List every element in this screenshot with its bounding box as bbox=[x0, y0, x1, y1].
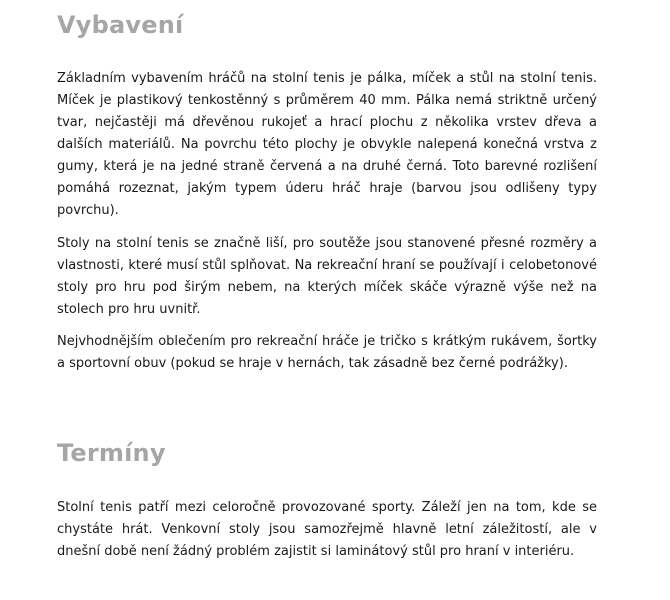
paragraph-tables: Stoly na stolní tenis se značně liší, pro soutěže jsou stanovené přesné rozměry a vlastnosti, které musí stůl splňovat. Na rekreační hraní se používají i celobetonové stoly pro hru pod širým nebem, na kterých míček skáče výrazně výše než na stolech pro hru uvnitř. bbox=[57, 236, 597, 317]
section-title-terminy: Termíny bbox=[57, 439, 166, 467]
paragraph-equipment-basics: Základním vybavením hráčů na stolní tenis je pálka, míček a stůl na stolní tenis. Míček je plastikový tenkostěnný s průměrem 40 mm. Pálka nemá striktně určený tvar, nejčastěji má dřevěnou rukojeť a hrací plochu z několika vrstev dřeva a dalších materiálů. Na povrchu této plochy je obvykle nalepená konečná vrstva z gumy, která je na jedné straně červená a na druhé černá. Toto barevné rozlišení pomáhá rozeznat, jakým typem úderu hráč hraje (barvou jsou odlišeny typy povrchu). bbox=[57, 71, 597, 218]
paragraph-clothing: Nejvhodnějším oblečením pro rekreační hráče je tričko s krátkým rukávem, šortky a sportovní obuv (pokud se hraje v hernách, tak zásadně bez černé podrážky). bbox=[57, 334, 597, 371]
section-title-vybaveni: Vybavení bbox=[57, 11, 184, 39]
paragraph-seasons: Stolní tenis patří mezi celoročně provozované sporty. Záleží jen na tom, kde se chystáte hrát. Venkovní stoly jsou samozřejmě hlavně letní záležitostí, ale v dnešní době není žádný problém zajistit si laminátový stůl pro hraní v interiéru. bbox=[57, 500, 597, 559]
